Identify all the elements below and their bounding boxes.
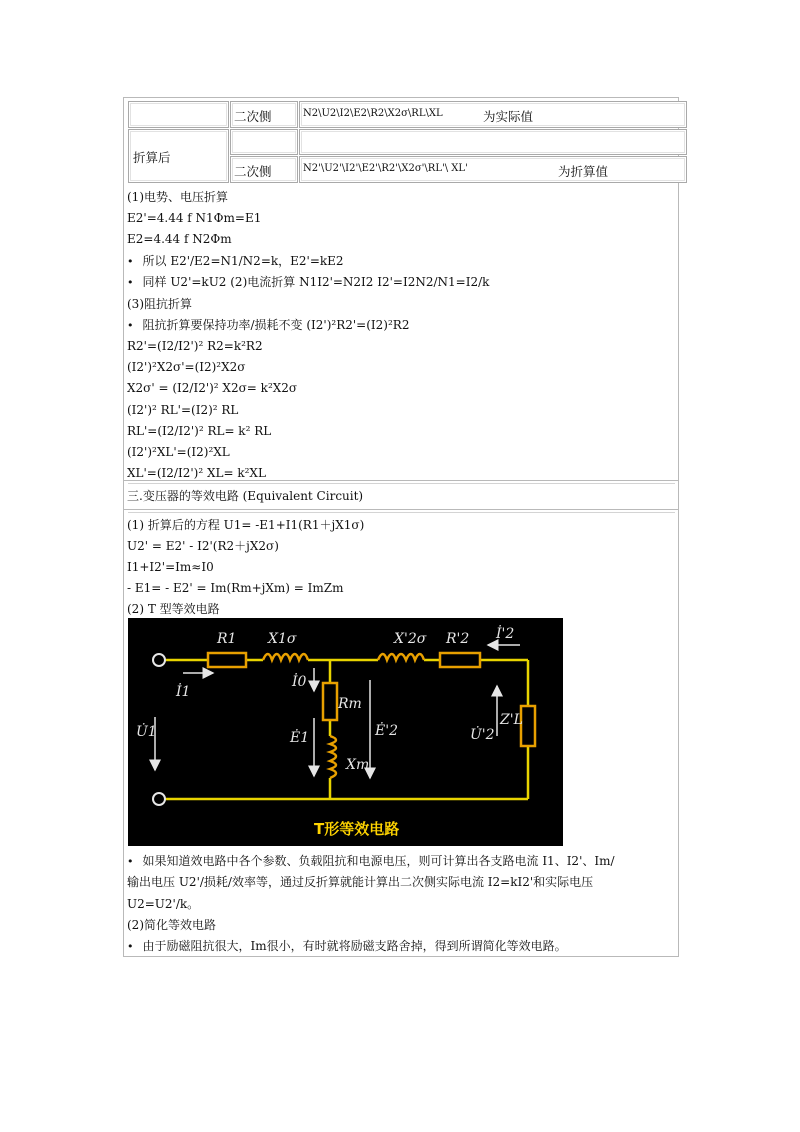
label-zl: Z'L	[500, 712, 523, 728]
label-r1: R1	[217, 631, 237, 647]
circuit-caption: T形等效电路	[314, 820, 400, 838]
circuit-svg	[128, 618, 563, 846]
derivation-line: RL'=(I2/I2')² RL= k² RL	[127, 424, 272, 438]
derivation-line: X2σ' = (I2/I2')² X2σ= k²X2σ	[127, 381, 298, 395]
components	[208, 653, 535, 778]
equation-line: (2) T 型等效电路	[127, 602, 220, 616]
label-e1: Ė1	[290, 730, 310, 746]
derivation-line: XL'=(I2/I2')² XL= k²XL	[127, 466, 266, 480]
explanation-line: U2=U2'/k。	[127, 897, 200, 911]
section-divider	[124, 509, 679, 510]
row1-values: N2\U2\I2\E2\R2\X2σ\RL\XL	[303, 108, 443, 119]
row1-side-label: 二次侧	[234, 109, 272, 124]
derivation-line: (3)阻抗折算	[127, 297, 192, 311]
label-rm: Rm	[338, 696, 362, 712]
table-cell-label	[128, 129, 229, 183]
table-cell-empty-side	[230, 129, 298, 155]
derivation-line: • 阻抗折算要保持功率/损耗不变 (I2')²R2'=(I2)²R2	[127, 317, 409, 334]
explanation-line: 输出电压 U2'/损耗/效率等，通过反折算就能计算出二次侧实际电流 I2=kI2'和实际电压	[127, 875, 594, 889]
table-cell-values-2	[299, 156, 687, 183]
table-cell-empty	[128, 101, 229, 128]
label-r2: R'2	[446, 631, 470, 647]
derivation-line: E2'=4.44 f N1Φm=E1	[127, 211, 262, 225]
label-x1s: X1σ	[268, 631, 297, 647]
section-divider-inner	[128, 483, 675, 484]
derivation-line: (1)电势、电压折算	[127, 190, 228, 204]
circuit-labels	[136, 624, 523, 773]
t-equivalent-circuit-diagram	[128, 618, 563, 846]
label-e2: Ė'2	[375, 723, 398, 739]
label-u1: U̇1	[136, 724, 157, 740]
label-xm: Xm	[346, 757, 370, 773]
label-i2: İ'2	[496, 626, 515, 642]
row2-label: 折算后	[133, 150, 171, 165]
row3-note: 为折算值	[558, 164, 609, 179]
equation-line: (1) 折算后的方程 U1= -E1+I1(R1＋jX1σ)	[127, 518, 365, 532]
table-cell-side-2	[230, 156, 298, 183]
derivation-line: (I2')²XL'=(I2)²XL	[127, 445, 230, 459]
row3-side-label: 二次侧	[234, 164, 272, 179]
equation-line: I1+I2'=Im≈I0	[127, 560, 214, 574]
label-i1: İ1	[176, 684, 191, 700]
table-cell-side	[230, 101, 298, 128]
derivation-line: R2'=(I2/I2')² R2=k²R2	[127, 339, 263, 353]
explanation-line: (2)简化等效电路	[127, 918, 216, 932]
derivation-line: (I2')²X2σ'=(I2)²X2σ	[127, 360, 246, 374]
explanation-line: • 由于励磁阻抗很大，Im很小，有时就将励磁支路舍掉，得到所谓简化等效电路。	[127, 938, 567, 955]
row1-note: 为实际值	[483, 109, 534, 124]
derivation-line: E2=4.44 f N2Φm	[127, 232, 232, 246]
label-x2s: X'2σ	[394, 631, 427, 647]
equation-line: U2' = E2' - I2'(R2＋jX2σ)	[127, 539, 279, 553]
section3-title: 三.变压器的等效电路 (Equivalent Circuit)	[127, 489, 364, 503]
equation-line: - E1= - E2' = Im(Rm+jXm) = ImZm	[127, 581, 344, 595]
derivation-line: • 所以 E2'/E2=N1/N2=k，E2'=kE2	[127, 253, 344, 270]
derivation-line: • 同样 U2'=kU2 (2)电流折算 N1I2'=N2I2 I2'=I2N2/N1=I2/k	[127, 274, 489, 291]
table-cell-values	[299, 101, 687, 128]
section-divider-inner	[128, 512, 675, 513]
label-i0: İ0	[292, 674, 307, 690]
label-u2: U̇'2	[470, 727, 495, 743]
derivation-line: (I2')² RL'=(I2)² RL	[127, 403, 239, 417]
section-divider	[124, 480, 679, 481]
explanation-line: • 如果知道效电路中各个参数、负载阻抗和电源电压，则可计算出各支路电流 I1、I2'、Im/	[127, 853, 615, 870]
table-cell-empty-values	[299, 129, 687, 155]
row3-values: N2'\U2'\I2'\E2'\R2'\X2σ'\RL'\ XL'	[303, 163, 468, 174]
